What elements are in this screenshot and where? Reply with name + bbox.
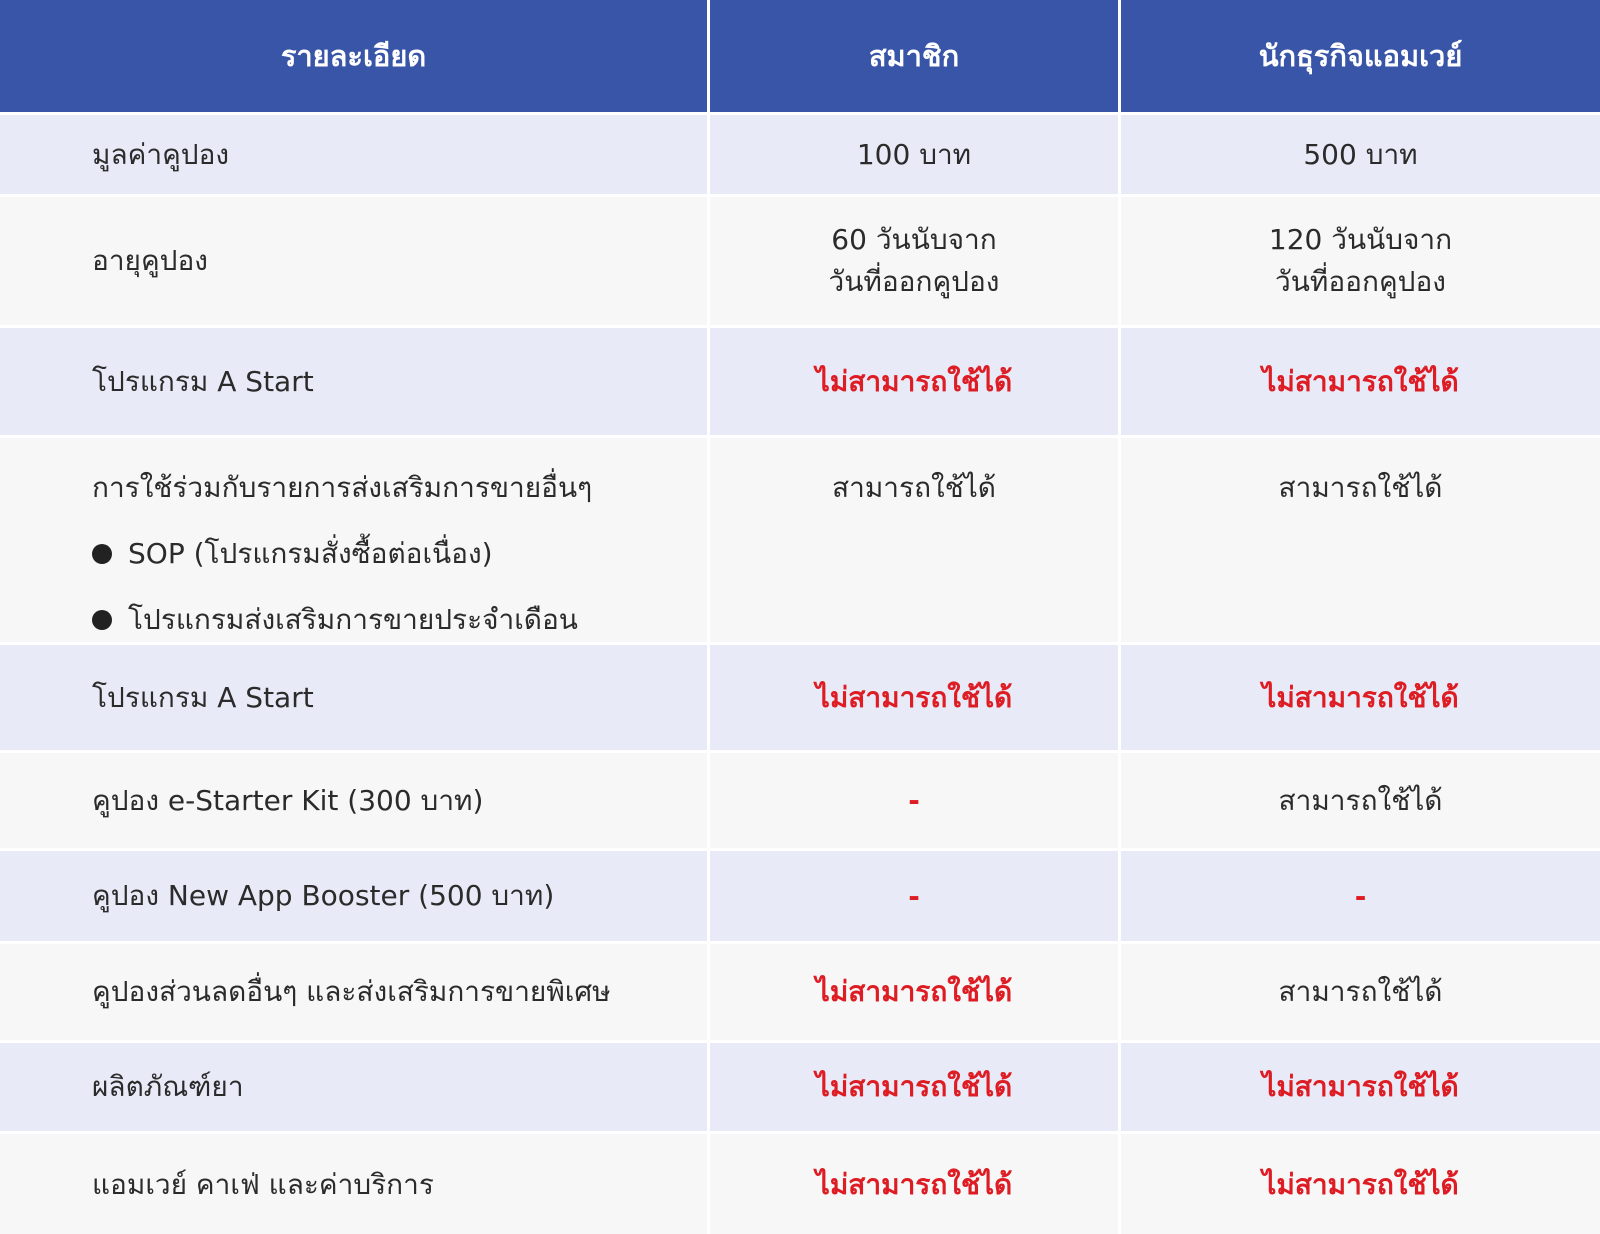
row-label: อายุคูปอง: [0, 194, 707, 325]
table-row-cafe-services: [0, 1131, 1600, 1234]
abo-value: 500 บาท: [1118, 112, 1600, 194]
member-value-line1: 60 วันนับจาก: [831, 223, 997, 256]
member-value: -: [707, 848, 1118, 941]
table-row-combine-promotions: [0, 435, 1600, 642]
member-value: ไม่สามารถใช้ได้: [707, 642, 1118, 750]
table-row-coupon-age: [0, 194, 1600, 325]
header-detail: รายละเอียด: [0, 0, 707, 112]
row-label: คูปองส่วนลดอื่นๆ และส่งเสริมการขายพิเศษ: [0, 941, 707, 1040]
row-label: มูลค่าคูปอง: [0, 112, 707, 194]
row-label: แอมเวย์ คาเฟ่ และค่าบริการ: [0, 1131, 707, 1234]
member-value: ไม่สามารถใช้ได้: [707, 1040, 1118, 1131]
list-item: [92, 598, 707, 642]
row-label: โปรแกรม A Start: [0, 325, 707, 435]
member-value: [707, 194, 1118, 325]
member-value: ไม่สามารถใช้ได้: [707, 941, 1118, 1040]
abo-value: -: [1118, 848, 1600, 941]
bullet-icon: [92, 610, 112, 630]
abo-value: ไม่สามารถใช้ได้: [1118, 642, 1600, 750]
sub-item-label: SOP (โปรแกรมสั่งซื้อต่อเนื่อง): [128, 537, 493, 570]
abo-value: สามารถใช้ได้: [1118, 750, 1600, 848]
table-row-new-app-booster: [0, 848, 1600, 941]
table-row-pharma: [0, 1040, 1600, 1131]
member-value-line2: วันที่ออกคูปอง: [828, 265, 1000, 298]
abo-value: ไม่สามารถใช้ได้: [1118, 1040, 1600, 1131]
table-row-e-starter-kit: [0, 750, 1600, 848]
member-value: 100 บาท: [707, 112, 1118, 194]
table-header: [0, 0, 1600, 112]
sub-item-label: โปรแกรมส่งเสริมการขายประจำเดือน: [128, 603, 578, 636]
row-label: โปรแกรม A Start: [0, 642, 707, 750]
table-row-a-start-2: [0, 642, 1600, 750]
abo-value: ไม่สามารถใช้ได้: [1118, 325, 1600, 435]
table-body: [0, 112, 1600, 1234]
table-row-a-start: [0, 325, 1600, 435]
abo-value: สามารถใช้ได้: [1118, 435, 1600, 642]
row-label: ผลิตภัณฑ์ยา: [0, 1040, 707, 1131]
header-abo: นักธุรกิจแอมเวย์: [1118, 0, 1600, 112]
header-row: [0, 0, 1600, 112]
row-label: คูปอง New App Booster (500 บาท): [0, 848, 707, 941]
abo-value-line1: 120 วันนับจาก: [1268, 223, 1453, 256]
list-item: [92, 532, 707, 576]
abo-value-line2: วันที่ออกคูปอง: [1275, 265, 1446, 298]
abo-value: ไม่สามารถใช้ได้: [1118, 1131, 1600, 1234]
abo-value: สามารถใช้ได้: [1118, 941, 1600, 1040]
table-row-coupon-value: [0, 112, 1600, 194]
member-value: ไม่สามารถใช้ได้: [707, 1131, 1118, 1234]
member-value: ไม่สามารถใช้ได้: [707, 325, 1118, 435]
row-label-group: [0, 435, 707, 642]
header-member: สมาชิก: [707, 0, 1118, 112]
table-row-other-discounts: [0, 941, 1600, 1040]
member-value: สามารถใช้ได้: [707, 435, 1118, 642]
row-label: คูปอง e-Starter Kit (300 บาท): [0, 750, 707, 848]
row-label: การใช้ร่วมกับรายการส่งเสริมการขายอื่นๆ: [92, 471, 593, 504]
bullet-icon: [92, 544, 112, 564]
member-value: -: [707, 750, 1118, 848]
abo-value: [1118, 194, 1600, 325]
